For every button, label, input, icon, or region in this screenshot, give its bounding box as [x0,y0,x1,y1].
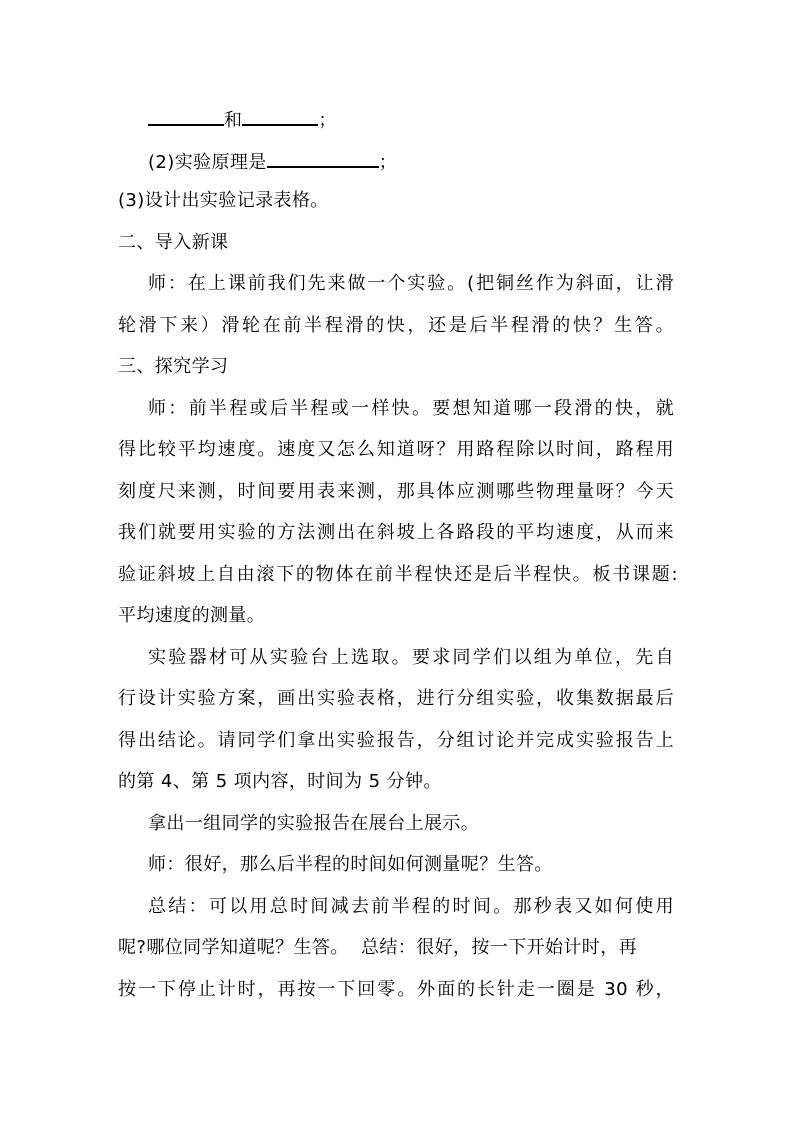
paragraph-line: 的第 4、第 5 项内容，时间为 5 分钟。 [118,771,442,792]
fill-blank [148,106,224,126]
section-heading: 二、导入新课 [118,232,229,253]
paragraph-line: 师：前半程或后半程或一样快。要想知道哪一段滑的快，就 [148,398,674,419]
paragraph-line: 验证斜坡上自由滚下的物体在前半程快还是后半程快。板书课题: [118,564,678,585]
paragraph-line: 我们就要用实验的方法测出在斜坡上各路段的平均速度，从而来 [118,522,674,543]
paragraph-line: 拿出一组同学的实验报告在展台上展示。 [148,813,480,834]
paragraph-line: 师：在上课前我们先来做一个实验。(把铜丝作为斜面，让滑 [148,273,674,294]
text: (2)实验原理是 [148,152,267,173]
text: 和 [224,110,243,131]
paragraph-line: 按一下停止计时，再按一下回零。外面的长针走一圈是 30 秒， [118,979,674,1000]
fill-blank [242,106,318,126]
paragraph-line: 呢?哪位同学知道呢？生答。 总结：很好，按一下开始计时，再 [118,937,637,958]
paragraph-line: 平均速度的测量。 [118,605,266,626]
paragraph-line: 师：很好，那么后半程的时间如何测量呢？生答。 [148,854,553,875]
line-2 [148,148,397,175]
paragraph-line: 总结：可以用总时间减去前半程的时间。那秒表又如何使用 [148,896,674,917]
paragraph-line: 轮滑下来）滑轮在前半程滑的快，还是后半程滑的快？生答。 [118,315,674,336]
paragraph-line: 得出结论。请同学们拿出实验报告，分组讨论并完成实验报告上 [118,730,674,751]
paragraph-line: 实验器材可从实验台上选取。要求同学们以组为单位，先自 [148,647,674,668]
line-1 [148,106,337,133]
line-3: (3)设计出实验记录表格。 [118,190,329,211]
section-heading: 三、探究学习 [118,356,229,377]
text: ； [318,110,337,131]
paragraph-line: 行设计实验方案，画出实验表格，进行分组实验，收集数据最后 [118,688,674,709]
fill-blank [267,148,379,168]
paragraph-line: 刻度尺来测，时间要用表来测，那具体应测哪些物理量呀？今天 [118,481,674,502]
text: ； [378,152,398,173]
paragraph-line: 得比较平均速度。速度又怎么知道呀？用路程除以时间，路程用 [118,439,674,460]
